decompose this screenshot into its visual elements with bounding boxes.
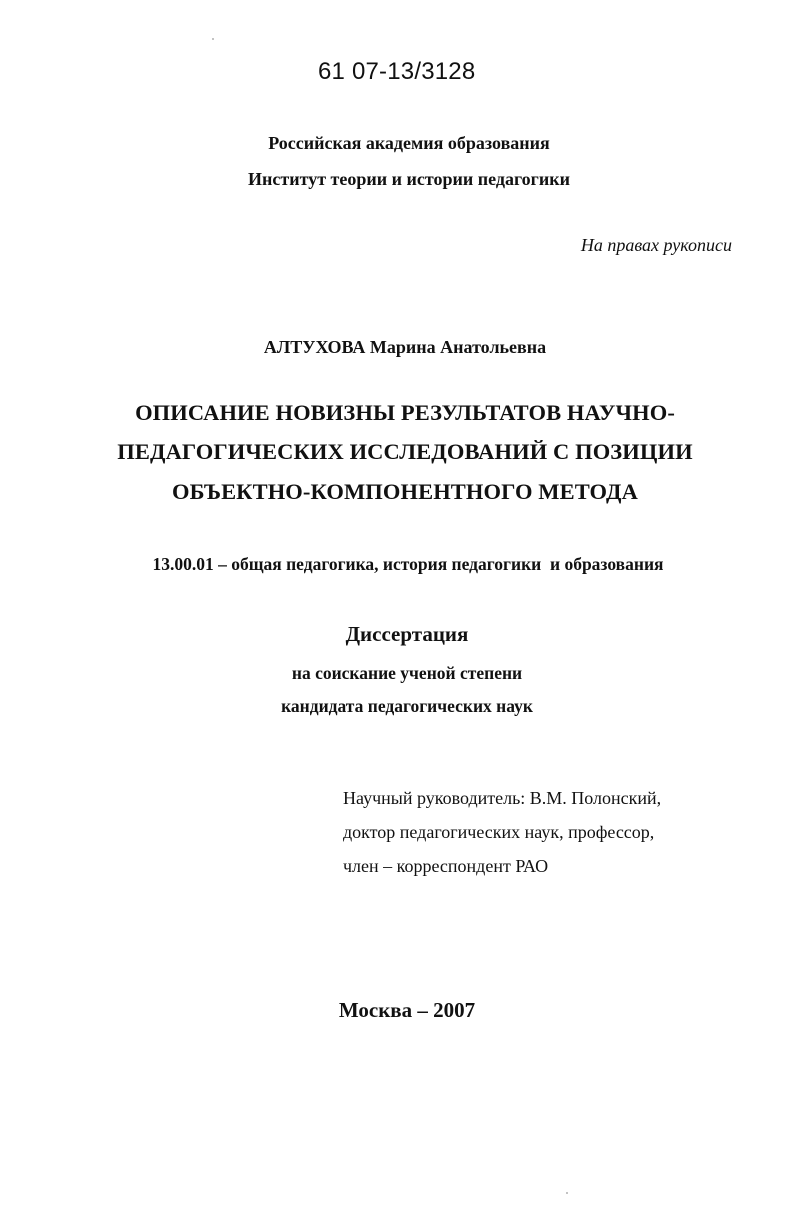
- specialty-code: 13.00.01 – общая педагогика, история педагогики и образования: [152, 554, 664, 574]
- document-type-heading: Диссертация: [345, 622, 469, 646]
- thesis-title-line-3: ОБЪЕКТНО-КОМПОНЕНТНОГО МЕТОДА: [172, 479, 638, 504]
- degree-line-1: на соискание ученой степени: [291, 663, 523, 683]
- thesis-title-line-2: ПЕДАГОГИЧЕСКИХ ИССЛЕДОВАНИЙ С ПОЗИЦИИ: [117, 439, 693, 464]
- catalog-number: 61 07-13/3128: [318, 58, 476, 85]
- manuscript-rights-note: На правах рукописи: [580, 235, 732, 255]
- city-and-year: Москва – 2007: [338, 998, 476, 1022]
- degree-line-2: кандидата педагогических наук: [281, 696, 533, 716]
- supervisor-line-1: Научный руководитель: В.М. Полонский,: [343, 788, 662, 808]
- author-name: АЛТУХОВА Марина Анатольевна: [263, 337, 547, 357]
- supervisor-line-3: член – корреспондент РАО: [343, 856, 549, 876]
- organization-name: Российская академия образования: [268, 133, 550, 153]
- thesis-title-line-1: ОПИСАНИЕ НОВИЗНЫ РЕЗУЛЬТАТОВ НАУЧНО-: [135, 400, 675, 425]
- institute-name: Институт теории и истории педагогики: [248, 169, 570, 189]
- scan-speck: [212, 38, 214, 40]
- supervisor-line-2: доктор педагогических наук, профессор,: [343, 822, 655, 842]
- scan-speck: [566, 1192, 568, 1194]
